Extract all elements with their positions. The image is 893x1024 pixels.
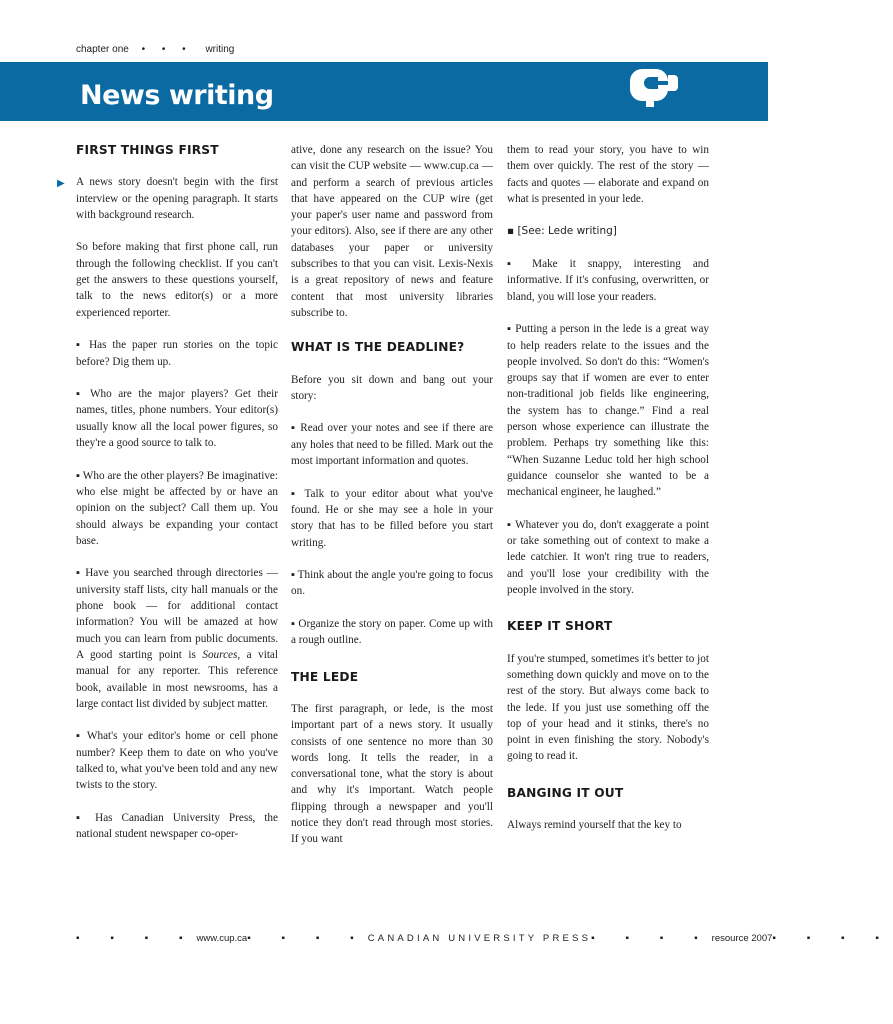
- cross-reference: ▪ [See: Lede writing]: [507, 225, 617, 238]
- checklist-item: ▪ Have you searched through directories — university staff lists, city hall manuals or the phone book — for additional contact information? You will be amazed at how much you can learn from public documents. A good starting point is Sources, a vital manual for any reporter. This reference book, available in most newsrooms, has a large contact list divided by subject matter.: [76, 567, 278, 710]
- checklist-item: ▪ Read over your notes and see if there are any holes that need to be filled. Mark out the most important information and quotes.: [291, 422, 493, 468]
- column-1: [57, 142, 278, 859]
- footer-organization: CANADIAN UNIVERSITY PRESS: [367, 933, 592, 944]
- paragraph: ative, done any research on the issue? You can visit the CUP website — www.cup.ca — and perform a search of previous articles that have appeared on the CUP wire (get your paper's user name and password from your editors). Also, see if there are any other databases your paper or university subscribes to that you can visit. Lexis-Nexis is a great repository of news and feature content that most university libraries subscribe to.: [291, 144, 493, 319]
- checklist-item: ▪ Who are the major players? Get their names, titles, phone numbers. Your editor(s) usually know all the local power figures, so they're a good source to talk to.: [76, 388, 278, 450]
- checklist-item: ▪ Has the paper run stories on the topic before? Dig them up.: [76, 339, 278, 368]
- checklist-item: ▪ What's your editor's home or cell phone number? Keep them to date on who you've talked to, what you've been told and any new twists to the story.: [76, 730, 278, 792]
- heading-first-things-first: FIRST THINGS FIRST: [76, 143, 219, 157]
- header-dots: • • •: [141, 44, 193, 55]
- checklist-item: ▪ Make it snappy, interesting and informative. If it's confusing, overwritten, or bland, you will lose your readers.: [507, 258, 709, 303]
- column-3: [507, 142, 709, 850]
- checklist-item: ▪ Who are the other players? Be imaginative: who else might be affected by or have an opinion on the subject? Call them up. You should always be expanding your contact base.: [76, 469, 278, 547]
- checklist-item: ▪ Has Canadian University Press, the national student newspaper co-oper-: [76, 811, 278, 841]
- footer-dots: ▪ ▪ ▪ ▪: [247, 933, 368, 944]
- title-banner: [0, 62, 768, 121]
- chapter-label: chapter one: [76, 44, 129, 55]
- checklist-item: ▪ Putting a person in the lede is a great way to help readers relate to the issues and the people involved. So don't do this: “Women's groups say that if women are ever to enter non-traditional job fields like engineering, the system has to change.” Find a real person whose experience can illustrate the problem. Perhaps try something like this: “When Suzanne Leduc told her high school guidance counselor she wanted to be a mechanical engineer, he laughed.”: [507, 323, 709, 499]
- page-title: News writing: [80, 80, 274, 111]
- section-label: writing: [205, 44, 235, 55]
- footer-dots: ▪ ▪ ▪ ▪: [76, 933, 197, 944]
- running-header: [76, 44, 234, 55]
- paragraph: ▶ A news story doesn't begin with the first interview or the opening paragraph. It starts with background research.: [57, 176, 278, 221]
- page-footer: [76, 933, 893, 944]
- checklist-item: ▪ Talk to your editor about what you've found. He or she may see a hole in your story that has to be filled before you start writing.: [291, 487, 493, 549]
- paragraph: So before making that first phone call, run through the following checklist. If you can't get the answers to these questions yourself, talk to the news editor(s) or a more experienced reporter.: [76, 241, 278, 319]
- heading-keep-it-short: KEEP IT SHORT: [507, 619, 613, 634]
- footer-resource: resource 2007: [711, 933, 773, 944]
- arrow-icon: ▶: [57, 178, 65, 190]
- checklist-item: ▪ Whatever you do, don't exaggerate a point or take something out of context to make a lede catchier. It won't ring true to readers, and you'll lose your credibility with the people involved in the story.: [507, 518, 709, 597]
- heading-deadline: WHAT IS THE DEADLINE?: [291, 340, 465, 355]
- footer-website: www.cup.ca: [196, 933, 248, 944]
- cup-logo-icon: [628, 67, 680, 107]
- paragraph: Always remind yourself that the key to: [507, 818, 682, 831]
- paragraph: Before you sit down and bang out your story:: [291, 373, 493, 402]
- checklist-item: ▪ Think about the angle you're going to focus on.: [291, 569, 493, 598]
- footer-dots: ▪ ▪ ▪ ▪: [772, 933, 893, 944]
- footer-dots: ▪ ▪ ▪ ▪: [591, 933, 712, 944]
- heading-the-lede: THE LEDE: [291, 669, 359, 684]
- paragraph: them to read your story, you have to win them over quickly. The rest of the story — facts and quotes — elaborate and expand on what is presented in your lede.: [507, 144, 709, 205]
- paragraph: If you're stumped, sometimes it's better to jot something down quickly and move on to the rest of the story. But always come back to the lede. If you just use something off the top of your head and it stinks, there's no point in even finishing the story. Nobody's going to read it.: [507, 652, 709, 763]
- heading-banging-it-out: BANGING IT OUT: [507, 785, 624, 800]
- column-2: [291, 142, 493, 864]
- paragraph: The first paragraph, or lede, is the most important part of a news story. It usually consists of one sentence no more than 30 words long. It tells the reader, in a conversational tone, what the story is about and why it's important. Watch people flipping through a newspaper and you'll notice they don't read through most stories. If you want: [291, 702, 493, 846]
- checklist-item: ▪ Organize the story on paper. Come up with a rough outline.: [291, 618, 493, 647]
